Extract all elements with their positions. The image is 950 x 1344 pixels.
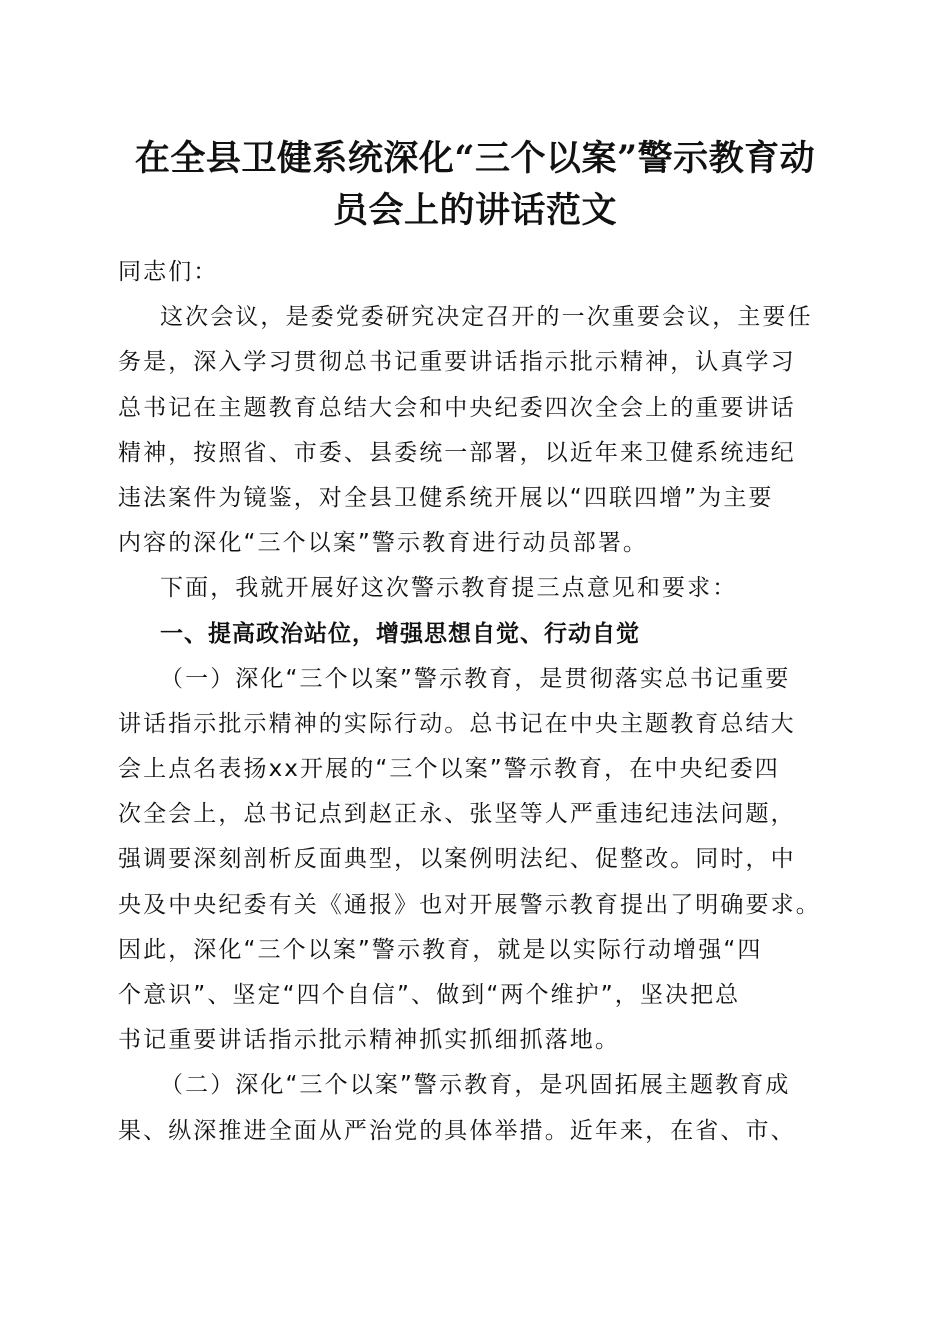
document-title — [100, 133, 850, 237]
paragraph-line: 强调要深刻剖析反面典型，以案例明法纪、促整改。同时，中 — [118, 846, 796, 873]
paragraph-line: （二）深化“三个以案”警示教育，是巩固拓展主题教育成 — [160, 1072, 791, 1099]
paragraph-line: 内容的深化“三个以案”警示教育进行动员部署。 — [118, 530, 649, 557]
paragraph-line: 总书记在主题教育总结大会和中央纪委四次全会上的重要讲话 — [118, 394, 796, 421]
salutation: 同志们： — [118, 259, 219, 285]
paragraph-intro — [118, 295, 836, 566]
paragraph-line: 因此，深化“三个以案”警示教育，就是以实际行动增强“四 — [118, 936, 763, 963]
paragraph-point-1 — [118, 657, 836, 1064]
paragraph-line: 次全会上，总书记点到赵正永、张坚等人严重违纪违法问题， — [118, 801, 796, 828]
paragraph-line: 央及中央纪委有关《通报》也对开展警示教育提出了明确要求。 — [118, 891, 821, 918]
section-heading-1: 一、提高政治站位，增强思想自觉、行动自觉 — [160, 620, 640, 647]
paragraph-line: 这次会议，是委党委研究决定召开的一次重要会议，主要任 — [160, 304, 813, 331]
paragraph-outline-intro: 下面，我就开展好这次警示教育提三点意见和要求： — [160, 575, 738, 602]
paragraph-line: （一）深化“三个以案”警示教育，是贯彻落实总书记重要 — [160, 665, 791, 692]
paragraph-line: 会上点名表扬xx开展的“三个以案”警示教育，在中央纪委四 — [118, 756, 780, 783]
paragraph-line: 书记重要讲话指示批示精神抓实抓细抓落地。 — [118, 1027, 620, 1054]
paragraph-line: 讲话指示批示精神的实际行动。总书记在中央主题教育总结大 — [118, 710, 796, 737]
paragraph-line: 违法案件为镜鉴，对全县卫健系统开展以“四联四增”为主要 — [118, 484, 774, 511]
paragraph-line: 精神，按照省、市委、县委统一部署，以近年来卫健系统违纪 — [118, 439, 796, 466]
title-line: 在全县卫健系统深化“三个以案”警示教育动 — [134, 138, 816, 179]
paragraph-line: 果、纵深推进全面从严治党的具体举措。近年来，在省、市、 — [118, 1117, 796, 1144]
paragraph-line: 务是，深入学习贯彻总书记重要讲话指示批示精神，认真学习 — [118, 349, 796, 376]
paragraph-line: 个意识”、坚定“四个自信”、做到“两个维护”，坚决把总 — [118, 982, 741, 1008]
title-line: 员会上的讲话范文 — [332, 190, 617, 231]
paragraph-point-2 — [118, 1063, 836, 1153]
document-body — [118, 250, 836, 1154]
